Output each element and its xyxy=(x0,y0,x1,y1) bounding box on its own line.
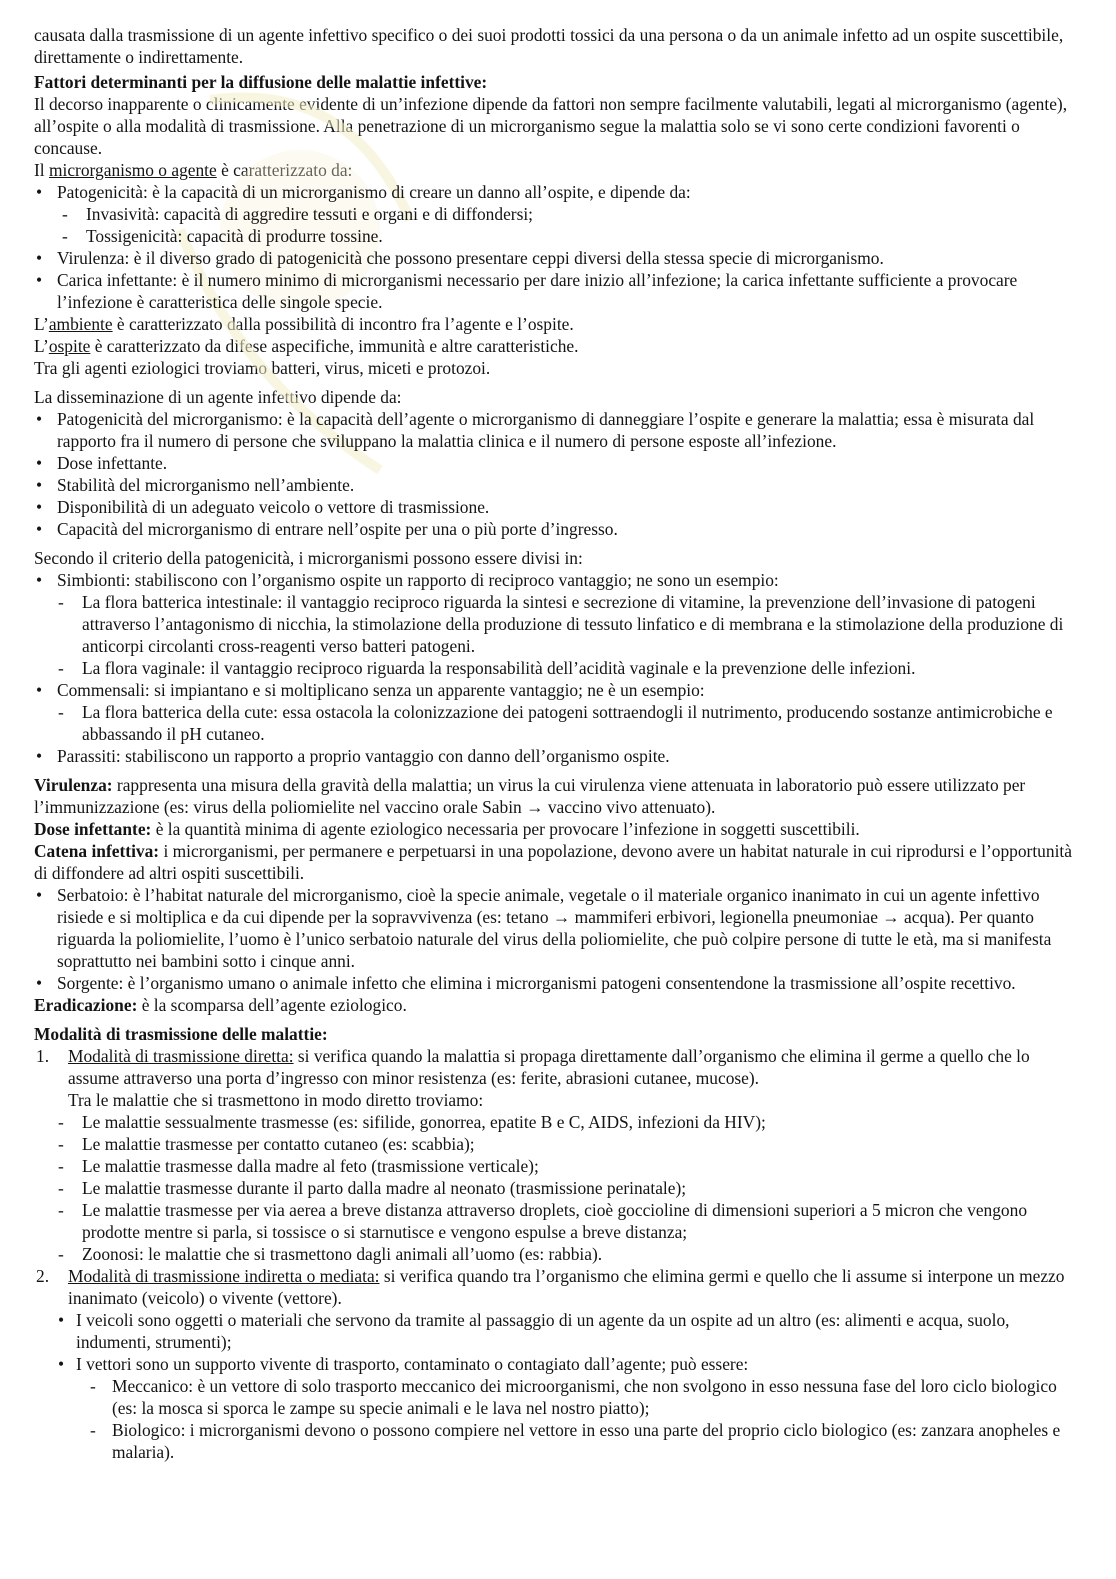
list-item: • Simbionti: stabiliscono con l’organismo ospite un rapporto di reciproco vantaggio; ne sono un esempio: xyxy=(34,569,1082,591)
list-item: • I vettori sono un supporto vivente di trasporto, contaminato o contagiato dall’agente; può essere: xyxy=(34,1353,1082,1375)
ospite-line: L’ospite è caratterizzato da difese aspecifiche, immunità e altre caratteristiche. xyxy=(34,336,579,356)
list-item: - La flora batterica intestinale: il vantaggio reciproco riguarda la sintesi e secrezione di vitamine, la prevenzione dell’invasione di patogeni attraverso l’antagonismo di nicchia, la stimolazione della produzione di tessuto linfatico e di membrana e la stimolazione della produzione di anticorpi circolanti cross-reagenti verso batteri patogeni. xyxy=(34,591,1082,657)
list-item: - Le malattie trasmesse durante il parto dalla madre al neonato (trasmissione perinatale); xyxy=(34,1177,1082,1199)
list-item: • Sorgente: è l’organismo umano o animale infetto che elimina i microrganismi patogeni consentendone la trasmissione all’ospite recettivo. xyxy=(34,972,1082,994)
catena-def: Catena infettiva: i microrganismi, per permanere e perpetuarsi in una popolazione, devono avere un habitat naturale in cui riprodursi e l’opportunità di diffondere ad altri ospiti suscettibili. xyxy=(34,841,1072,883)
list-item: - La flora batterica della cute: essa ostacola la colonizzazione dei patogeni sottraendogli il nutrimento, producendo sostanze antimicrobiche e abbassando il pH cutaneo. xyxy=(34,701,1082,745)
criterio-intro: Secondo il criterio della patogenicità, i microrganismi possono essere divisi in: xyxy=(34,548,583,568)
ambiente-line: L’ambiente è caratterizzato dalla possibilità di incontro fra l’agente e l’ospite. xyxy=(34,314,574,334)
fattori-text: Il decorso inapparente o clinicamente evidente di un’infezione dipende da fattori non sempre facilmente valutabili, legati al microrganismo (agente), all’ospite o alla modalità di trasmissione. Alla penetrazione di un microrganismo segue la malattia solo se vi sono certe condizioni favorenti o concause. xyxy=(34,94,1068,158)
agenti-line: Tra gli agenti eziologici troviamo batteri, virus, miceti e protozoi. xyxy=(34,358,491,378)
list-item: - Tossigenicità: capacità di produrre tossine. xyxy=(34,225,1082,247)
catena-list xyxy=(34,884,1082,994)
list-item: - Le malattie trasmesse per contatto cutaneo (es: scabbia); xyxy=(34,1133,1082,1155)
list-item: - La flora vaginale: il vantaggio reciproco riguarda la responsabilità dell’acidità vaginale e la prevenzione delle infezioni. xyxy=(34,657,1082,679)
dissem-list xyxy=(34,408,1082,540)
dose-def: Dose infettante: è la quantità minima di agente eziologico necessaria per provocare l’infezione in soggetti suscettibili. xyxy=(34,819,860,839)
list-item: • Carica infettante: è il numero minimo di microrganismi necessario per dare inizio all’infezione; la carica infettante sufficiente a provocare l’infezione è caratteristica delle singole specie. xyxy=(34,269,1082,313)
virulenza-def: Virulenza: rappresenta una misura della gravità della malattia; un virus la cui virulenza viene attenuata in laboratorio può essere utilizzato per l’immunizzazione (es: virus della poliomielite nel vaccino orale Sabin → vaccino vivo attenuato). xyxy=(34,775,1026,817)
list-item: • Serbatoio: è l’habitat naturale del microrganismo, cioè la specie animale, vegetale o il materiale organico inanimato in cui un agente infettivo risiede e si moltiplica e da cui dipende per la sopravvivenza (es: tetano → mammiferi erbivori, legionella pneumoniae → acqua). Per quanto riguarda la poliomielite, l’uomo è l’unico serbatoio naturale del virus della poliomielite, che può colpire persone di tutte le età, ma si manifesta soprattutto nei bambini sotto i cinque anni. xyxy=(34,884,1082,972)
list-item: - Zoonosi: le malattie che si trasmettono dagli animali all’uomo (es: rabbia). xyxy=(34,1243,1082,1265)
modalita-list xyxy=(34,1045,1082,1463)
section-title-fattori: Fattori determinanti per la diffusione delle malattie infettive: xyxy=(34,72,488,92)
section-title-modalita: Modalità di trasmissione delle malattie: xyxy=(34,1024,328,1044)
diretta-intro: Tra le malattie che si trasmettono in modo diretto troviamo: xyxy=(68,1090,484,1110)
dissem-intro: La disseminazione di un agente infettivo dipende da: xyxy=(34,387,402,407)
list-item: • Virulenza: è il diverso grado di patogenicità che possono presentare ceppi diversi della stessa specie di microrganismo. xyxy=(34,247,1082,269)
list-item: • Patogenicità: è la capacità di un microrganismo di creare un danno all’ospite, e dipende da: xyxy=(34,181,1082,203)
list-item: - Biologico: i microrganismi devono o possono compiere nel vettore in esso una parte del proprio ciclo biologico (es: zanzara anopheles e malaria). xyxy=(34,1419,1082,1463)
list-item: • Capacità del microrganismo di entrare nell’ospite per una o più porte d’ingresso. xyxy=(34,518,1082,540)
eradicazione-def: Eradicazione: è la scomparsa dell’agente eziologico. xyxy=(34,995,407,1015)
list-item: • Dose infettante. xyxy=(34,452,1082,474)
list-item: • I veicoli sono oggetti o materiali che servono da tramite al passaggio di un agente da un ospite ad un altro (es: alimenti e acqua, suolo, indumenti, strumenti); xyxy=(34,1309,1082,1353)
list-item: - Le malattie sessualmente trasmesse (es: sifilide, gonorrea, epatite B e C, AIDS, infezioni da HIV); xyxy=(34,1111,1082,1133)
list-item: 2. Modalità di trasmissione indiretta o mediata: si verifica quando tra l’organismo che elimina germi e quello che li assume si interpone un mezzo inanimato (veicolo) o vivente (vettore). xyxy=(36,1266,1065,1308)
list-item: - Invasività: capacità di aggredire tessuti e organi e di diffondersi; xyxy=(34,203,1082,225)
list-item: - Le malattie trasmesse per via aerea a breve distanza attraverso droplets, cioè goccioline di dimensioni superiori a 5 micron che vengono prodotte mentre si parla, si tossisce o si starnutisce e vengono espulse a breve distanza; xyxy=(34,1199,1082,1243)
list-item: • Stabilità del microrganismo nell’ambiente. xyxy=(34,474,1082,496)
list-item: • Commensali: si impiantano e si moltiplicano senza un apparente vantaggio; ne è un esempio: xyxy=(34,679,1082,701)
list-item: - Meccanico: è un vettore di solo trasporto meccanico dei microorganismi, che non svolgono in esso nessuna fase del loro ciclo biologico (es: la mosca si sporca le zampe su specie animali e le lava nel nostro piatto); xyxy=(34,1375,1082,1419)
list-item: - Le malattie trasmesse dalla madre al feto (trasmissione verticale); xyxy=(34,1155,1082,1177)
list-item: • Parassiti: stabiliscono un rapporto a proprio vantaggio con danno dell’organismo ospite. xyxy=(34,745,1082,767)
list-item: • Disponibilità di un adeguato veicolo o vettore di trasmissione. xyxy=(34,496,1082,518)
agente-list xyxy=(34,181,1082,313)
agente-line: Il microrganismo o agente è caratterizzato da: xyxy=(34,160,353,180)
criterio-list xyxy=(34,569,1082,767)
list-item: • Patogenicità del microrganismo: è la capacità dell’agente o microrganismo di danneggiare l’ospite e generare la malattia; essa è misurata dal rapporto fra il numero di persone che sviluppano la malattia clinica e il numero di persone esposte all’infezione. xyxy=(34,408,1082,452)
list-item: 1. Modalità di trasmissione diretta: si verifica quando la malattia si propaga direttamente dall’organismo che elimina il germe a quello che lo assume attraverso una porta d’ingresso con minor resistenza (es: ferite, abrasioni cutanee, mucose). Tra le malattie che si trasmettono in modo diretto troviamo: xyxy=(34,1045,1082,1111)
intro-paragraph: causata dalla trasmissione di un agente infettivo specifico o dei suoi prodotti tossici da una persona o da un animale infetto ad un ospite suscettibile, direttamente o indirettamente. xyxy=(34,25,1064,67)
